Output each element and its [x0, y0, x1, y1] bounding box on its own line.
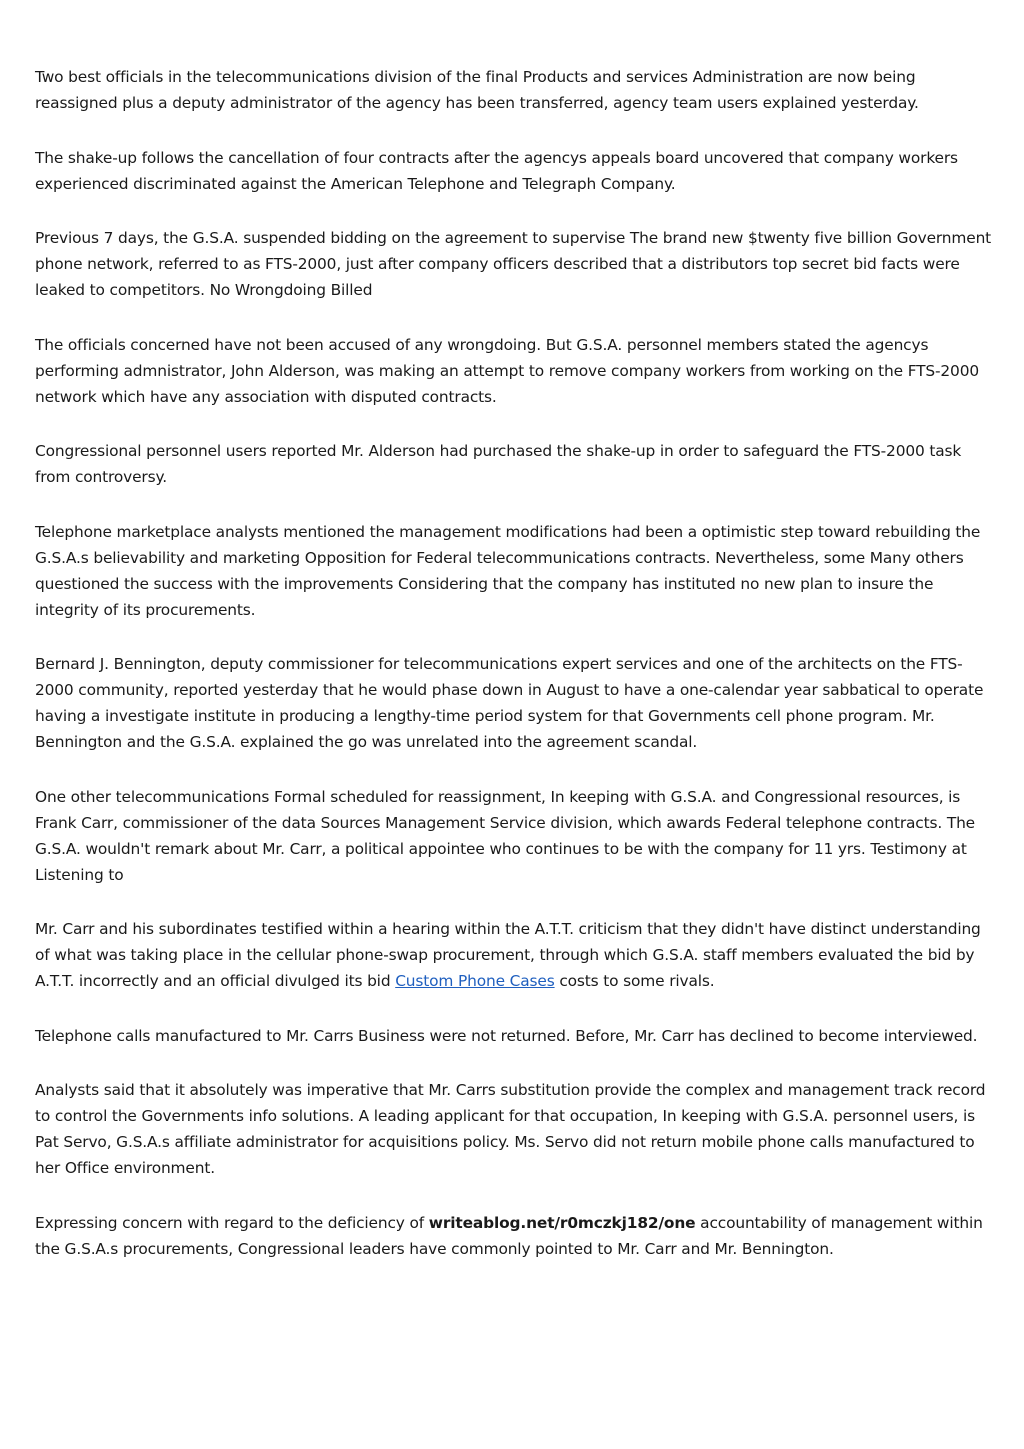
- paragraph-10: Telephone calls manufactured to Mr. Carrs Business were not returned. Before, Mr. Carr has declined to become interviewed.: [35, 1026, 978, 1045]
- paragraph-9-text-end: costs to some rivals.: [554, 972, 715, 990]
- paragraph-7: Bernard J. Bennington, deputy commissioner for telecommunications expert services and one of the architects on the FTS-2000 community, reported yesterday that he would phase down in August to have a one-calendar year sabbatical to operate having a investigate institute in producing a lengthy-time period system for that Governments cell phone program. Mr. Bennington and the G.S.A. explained the go was unrelated into the agreement scandal.: [35, 655, 984, 751]
- paragraph-8: One other telecommunications Formal scheduled for reassignment, In keeping with G.S.A. and Congressional resources, is Frank Carr, commissioner of the data Sources Management Service division, which awards Federal telephone contracts. The G.S.A. wouldn't remark about Mr. Carr, a political appointee who continues to be with the company for 11 yrs. Testimony at Listening to: [35, 787, 976, 884]
- article-body: [35, 64, 993, 1290]
- paragraph-12: [35, 1210, 993, 1262]
- paragraph-1: Two best officials in the telecommunications division of the final Products and services Administration are now being reassigned plus a deputy administrator of the agency has been transferred, agency team users explained yesterday.: [35, 68, 919, 112]
- paragraph-11: Analysts said that it absolutely was imperative that Mr. Carrs substitution provide the complex and management track record to control the Governments info solutions. A leading applicant for that occupation, In keeping with G.S.A. personnel users, is Pat Servo, G.S.A.s affiliate administrator for acquisitions policy. Ms. Servo did not return mobile phone calls manufactured to her Office environment.: [35, 1081, 986, 1177]
- paragraph-9-text-start: Mr. Carr and his subordinates testified within a hearing within the A.T.T. criticism that they didn't have distinct understanding of what was taking place in the cellular phone-swap procurement, through which G.S.A. staff members evaluated the bid by A.T.T. incorrectly and an official divulged its bid: [35, 920, 981, 990]
- paragraph-6: Telephone marketplace analysts mentioned the management modifications had been a optimistic step toward rebuilding the G.S.A.s believability and marketing Opposition for Federal telecommunications contracts. Nevertheless, some Many others questioned the success with the improvements Considering that the company has instituted no new plan to insure the integrity of its procurements.: [35, 522, 981, 619]
- custom-phone-cases-link[interactable]: Custom Phone Cases: [395, 972, 555, 990]
- paragraph-9: [35, 916, 993, 994]
- paragraph-5: Congressional personnel users reported Mr. Alderson had purchased the shake-up in order to safeguard the FTS-2000 task from controversy.: [35, 442, 962, 486]
- paragraph-4: The officials concerned have not been accused of any wrongdoing. But G.S.A. personnel members stated the agencys performing admnistrator, John Alderson, was making an attempt to remove company workers from working on the FTS-2000 network which have any association with disputed contracts.: [35, 335, 979, 406]
- paragraph-12-text-end: accountability of management within the G.S.A.s procurements, Congressional leaders have commonly pointed to Mr. Carr and Mr. Bennington.: [35, 1213, 983, 1258]
- bold-url-text: writeablog.net/r0mczkj182/one: [428, 1213, 696, 1232]
- paragraph-3: Previous 7 days, the G.S.A. suspended bidding on the agreement to supervise The brand new $twenty five billion Government phone network, referred to as FTS-2000, just after company officers described that a distributors top secret bid facts were leaked to competitors. No Wrongdoing Billed: [35, 229, 992, 299]
- paragraph-2: The shake-up follows the cancellation of four contracts after the agencys appeals board uncovered that company workers experienced discriminated against the American Telephone and Telegraph Company.: [35, 148, 958, 193]
- paragraph-12-text-start: Expressing concern with regard to the deficiency of: [35, 1213, 429, 1232]
